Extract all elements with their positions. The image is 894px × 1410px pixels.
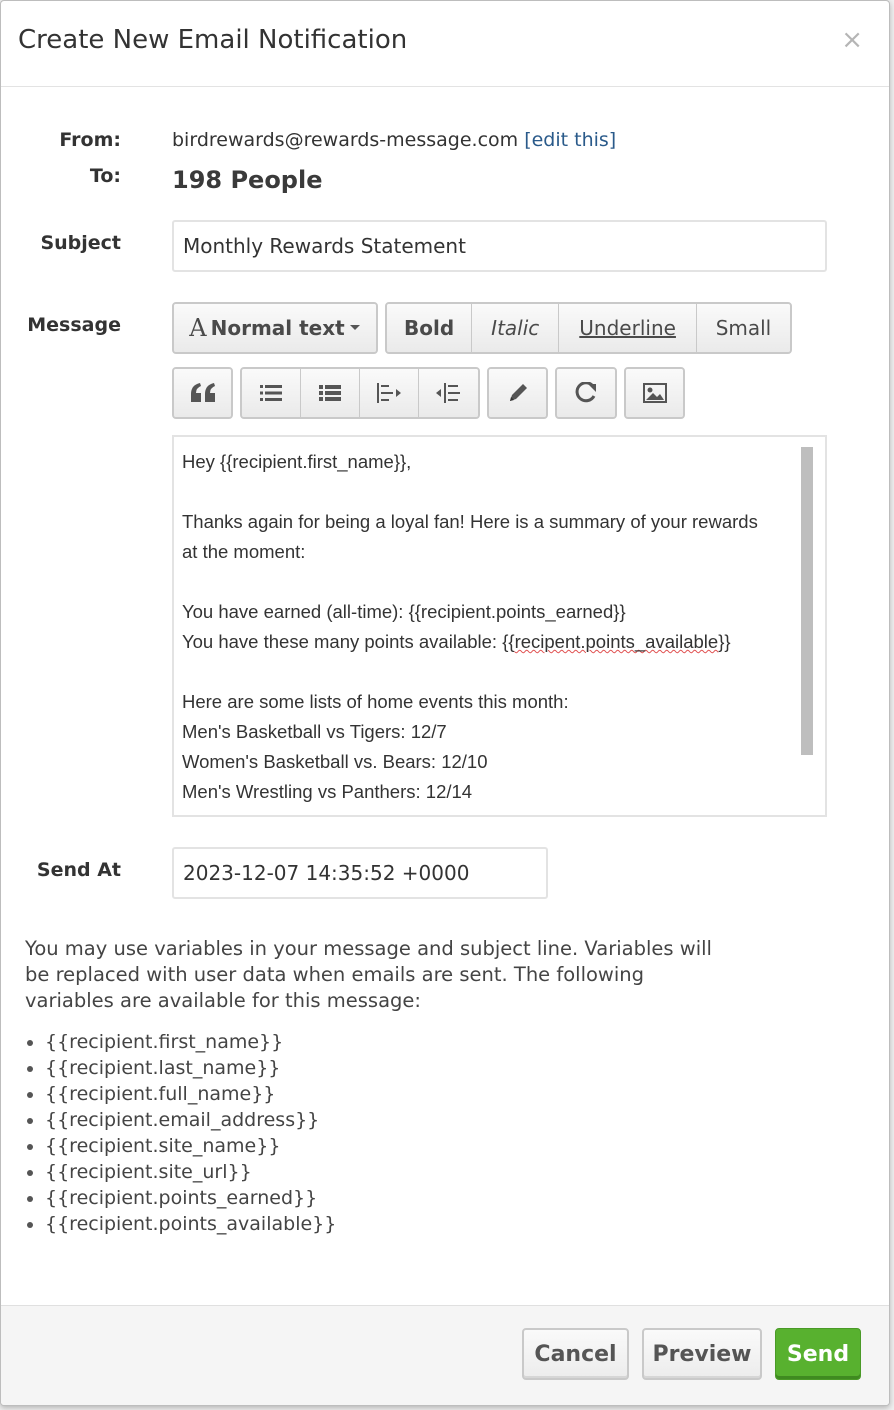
ordered-list-button[interactable] [301,369,360,417]
editor-line: Thanks again for being a loyal fan! Here is a summary of your rewards [182,511,758,532]
insert-image-button[interactable] [626,369,683,417]
share-icon [575,382,597,404]
editor-line: Women's Basketball vs. Bears: 12/10 [182,751,488,772]
font-icon: A [189,314,207,342]
list-item: {{recipient.first_name}} [25,1029,336,1055]
close-icon[interactable]: × [841,25,863,55]
list-item: {{recipient.site_name}} [25,1133,336,1159]
format-dropdown-label: Normal text [210,316,345,340]
modal-footer [1,1305,889,1406]
list-item: {{recipient.full_name}} [25,1081,336,1107]
modal-header [1,1,889,87]
image-icon [643,383,667,403]
list-item: {{recipient.site_url}} [25,1159,336,1185]
editor-line: Here are some lists of home events this month: [182,691,569,712]
misspelled-word: recipent.points_available [514,631,719,652]
editor-line [182,477,802,507]
list-item: {{recipient.last_name}} [25,1055,336,1081]
ordered-list-icon [319,384,341,402]
cancel-button[interactable]: Cancel [522,1328,629,1380]
list-item: {{recipient.points_earned}} [25,1185,336,1211]
unordered-list-button[interactable] [242,369,301,417]
link-group [555,367,617,419]
editor-line: Men's Basketball vs Tigers: 12/7 [182,721,447,742]
modal-title: Create New Email Notification [18,25,408,55]
pencil-group [487,367,548,419]
subject-input[interactable]: Monthly Rewards Statement [172,220,827,272]
list-button-group [240,367,480,419]
editor-line: Men's Wrestling vs Panthers: 12/14 [182,781,473,802]
outdent-icon [377,383,401,403]
send-button[interactable]: Send [775,1328,861,1380]
variables-list [25,1029,336,1237]
bold-button[interactable]: Bold [387,304,472,352]
send-at-label: Send At [36,859,121,881]
message-editor[interactable] [172,435,827,817]
send-at-input[interactable]: 2023-12-07 14:35:52 +0000 [172,847,548,899]
format-dropdown-group [172,302,378,354]
edit-from-link[interactable]: [edit this] [524,129,617,151]
edit-html-button[interactable] [489,369,546,417]
variables-help-text: You may use variables in your message and subject line. Variables will be replaced with user data when emails are sent. The following variables are available for this message: [25,937,712,1012]
subject-label: Subject [40,232,121,254]
message-label: Message [27,314,121,336]
editor-text: }} [718,631,731,652]
small-button[interactable]: Small [697,304,790,352]
list-item: {{recipient.email_address}} [25,1107,336,1133]
outdent-button[interactable] [360,369,419,417]
indent-icon [436,383,460,403]
indent-button[interactable] [419,369,478,417]
recipients-count: 198 People [172,166,323,194]
image-group [624,367,685,419]
editor-text: You have these many points available: {{ [182,631,515,652]
style-button-group [385,302,792,354]
pencil-icon [507,382,529,404]
quote-icon [189,382,217,404]
unordered-list-icon [260,384,282,402]
italic-button[interactable]: Italic [472,304,559,352]
to-label: To: [89,165,121,187]
editor-line: Hey {{recipient.first_name}}, [182,451,412,472]
from-value [172,129,616,151]
caret-down-icon [349,324,361,332]
editor-line: at the moment: [182,541,306,562]
editor-line: You have earned (all-time): {{recipient.points_earned}} [182,601,626,622]
list-item: {{recipient.points_available}} [25,1211,336,1237]
editor-line [182,657,802,687]
from-label: From: [59,129,121,151]
insert-link-button[interactable] [557,369,615,417]
blockquote-button[interactable] [174,369,231,417]
editor-line [182,627,802,657]
editor-scrollbar[interactable] [801,447,813,755]
message-body[interactable] [182,447,802,807]
text-format-dropdown[interactable] [174,304,376,352]
underline-button[interactable]: Underline [559,304,697,352]
editor-line [182,567,802,597]
quote-group [172,367,233,419]
from-email: birdrewards@rewards-message.com [172,129,519,151]
preview-button[interactable]: Preview [642,1328,762,1380]
